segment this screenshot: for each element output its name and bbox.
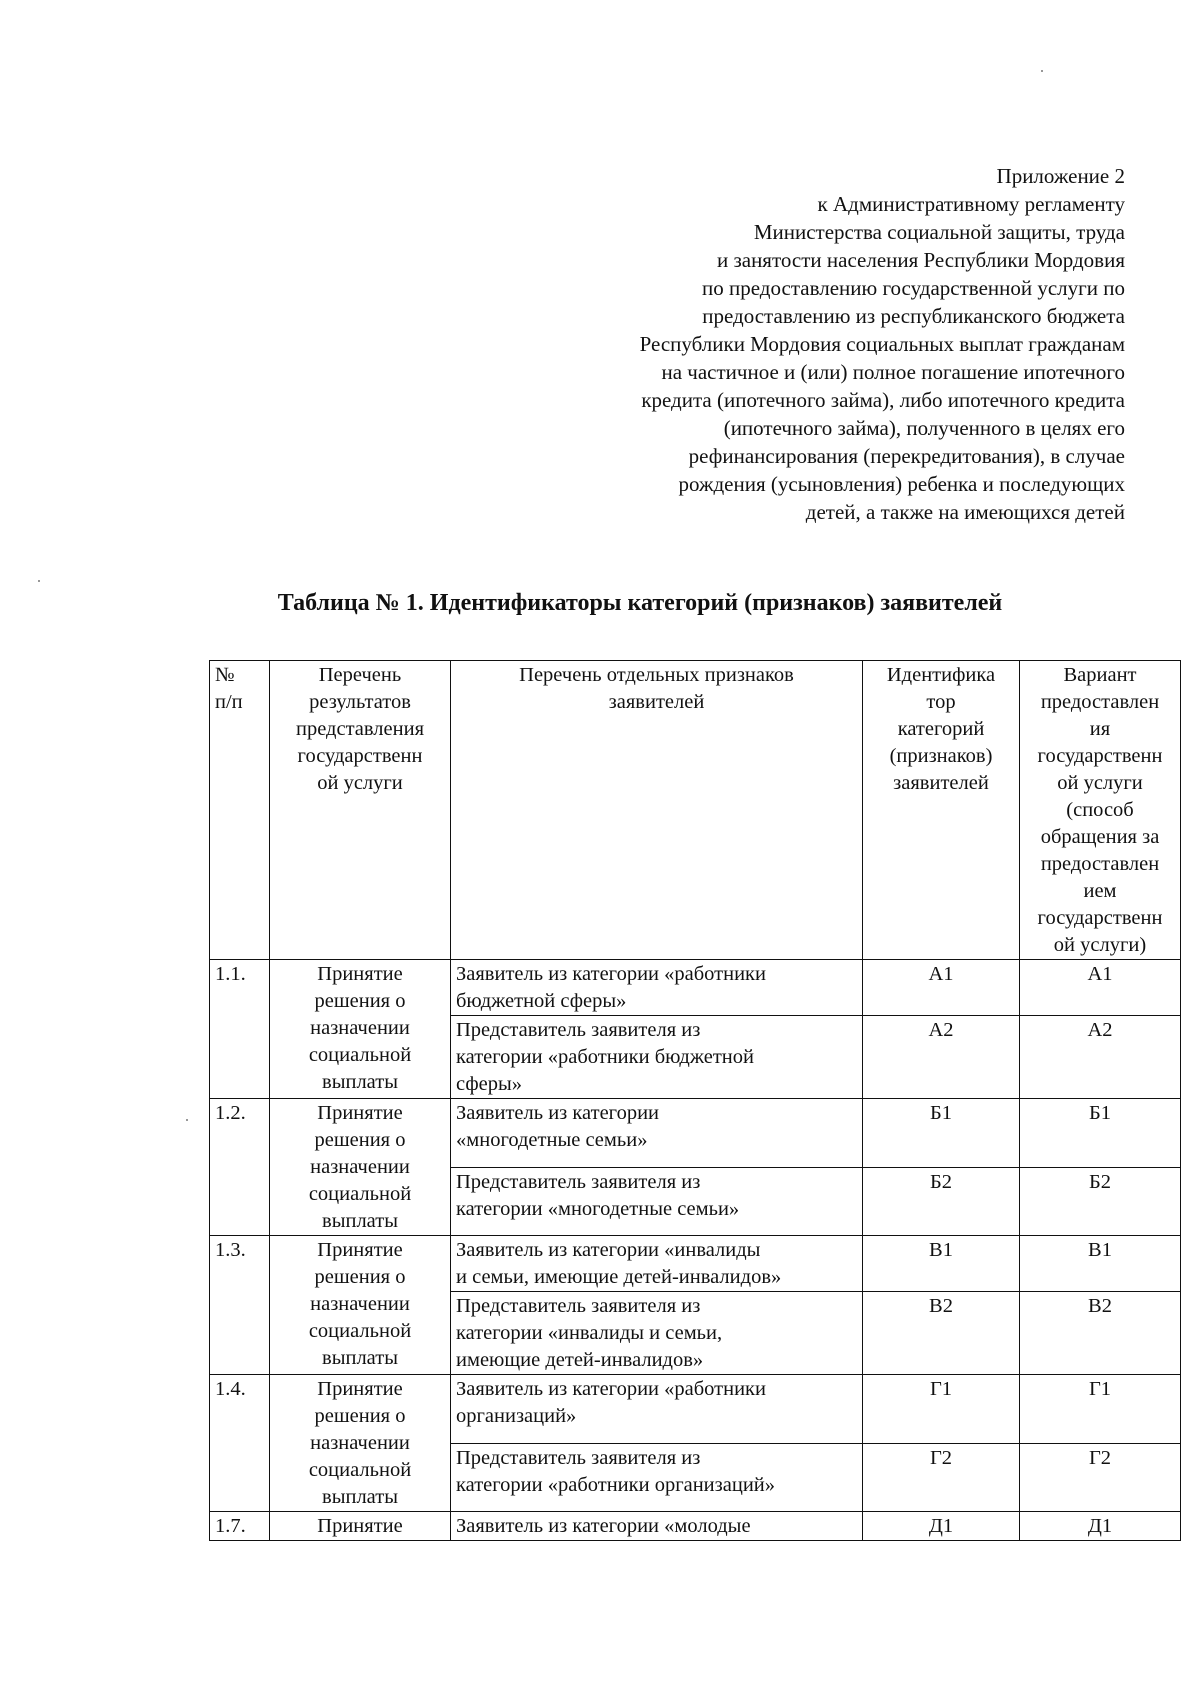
scan-speck <box>1041 70 1043 72</box>
row-criteria <box>451 960 863 1016</box>
appendix-line: Приложение 2 <box>996 164 1125 188</box>
row-identifier: Б1 <box>863 1099 1020 1168</box>
row-criteria-line: Заявитель из категории «работники <box>456 963 766 985</box>
header-identifier-line: заявителей <box>893 772 989 794</box>
row-variant: В1 <box>1020 1236 1181 1292</box>
appendix-header <box>640 162 1125 526</box>
header-num-line: № <box>215 664 235 686</box>
appendix-line: рождения (усыновления) ребенка и последующих <box>678 472 1125 496</box>
row-result-line: выплаты <box>322 1347 398 1369</box>
appendix-line: к Административному регламенту <box>817 192 1125 216</box>
row-variant: В2 <box>1020 1292 1181 1375</box>
row-identifier: Б2 <box>863 1167 1020 1236</box>
header-variant-line: предоставлен <box>1040 691 1160 713</box>
row-criteria-line: категории «многодетные семьи» <box>456 1197 740 1220</box>
table-row <box>210 1099 1181 1168</box>
row-criteria-line: Заявитель из категории «инвалиды <box>456 1239 761 1261</box>
row-criteria <box>451 1099 863 1168</box>
row-criteria-line: категории «работники бюджетной <box>456 1046 754 1068</box>
row-variant: Д1 <box>1020 1512 1181 1541</box>
row-criteria-line: сферы» <box>456 1073 523 1095</box>
appendix-line: по предоставлению государственной услуги по <box>702 276 1125 300</box>
row-variant: А2 <box>1020 1016 1181 1099</box>
appendix-line: (ипотечного займа), полученного в целях его <box>723 416 1125 440</box>
row-result-line: назначении <box>310 1017 410 1039</box>
row-result <box>270 960 451 1099</box>
row-criteria <box>451 1512 863 1541</box>
row-criteria-line: Представитель заявителя из <box>456 1170 701 1193</box>
row-result-line: социальной <box>308 1044 412 1066</box>
row-number: 1.4. <box>210 1375 270 1512</box>
row-variant: Б1 <box>1020 1099 1181 1168</box>
row-result-line: Принятие <box>317 1102 403 1124</box>
appendix-line: Республики Мордовия социальных выплат гражданам <box>639 332 1125 356</box>
appendix-line: на частичное и (или) полное погашение ипотечного <box>661 360 1125 384</box>
row-result-line: назначении <box>310 1432 410 1454</box>
row-result-line: социальной <box>308 1183 412 1205</box>
row-criteria-line: и семьи, имеющие детей-инвалидов» <box>456 1266 782 1288</box>
header-criteria-line: заявителей <box>608 691 705 713</box>
row-result-line: назначении <box>310 1293 410 1315</box>
row-variant: Г1 <box>1020 1375 1181 1444</box>
header-result-line: представления <box>296 718 424 740</box>
header-variant-line: Вариант <box>1063 664 1137 686</box>
row-identifier: В2 <box>863 1292 1020 1375</box>
row-result-line: социальной <box>308 1320 412 1342</box>
appendix-line: кредита (ипотечного займа), либо ипотечного кредита <box>641 388 1125 412</box>
table-row <box>210 960 1181 1016</box>
row-criteria-line: категории «работники организаций» <box>456 1473 776 1496</box>
row-criteria <box>451 1016 863 1099</box>
table-title: Таблица № 1. Идентификаторы категорий (признаков) заявителей <box>277 590 1003 616</box>
header-variant-line: (способ <box>1066 799 1134 821</box>
row-variant: А1 <box>1020 960 1181 1016</box>
row-criteria-line: категории «инвалиды и семьи, <box>456 1322 723 1344</box>
header-variant-line: обращения за <box>1040 826 1160 848</box>
header-identifier <box>863 661 1020 960</box>
header-identifier-line: категорий <box>897 718 985 740</box>
row-criteria <box>451 1167 863 1236</box>
row-result-line: Принятие <box>317 1378 403 1400</box>
row-result-line: решения о <box>314 1129 406 1151</box>
row-number: 1.1. <box>210 960 270 1099</box>
row-identifier: Г2 <box>863 1443 1020 1512</box>
header-identifier-line: Идентифика <box>886 664 996 686</box>
header-num <box>210 661 270 960</box>
header-result-line: Перечень <box>318 664 402 686</box>
table-row <box>210 1236 1181 1292</box>
row-criteria-line: Заявитель из категории <box>456 1102 660 1124</box>
header-variant-line: ой услуги) <box>1053 934 1147 956</box>
row-criteria <box>451 1375 863 1444</box>
header-criteria <box>451 661 863 960</box>
row-identifier: А2 <box>863 1016 1020 1099</box>
row-identifier: А1 <box>863 960 1020 1016</box>
row-identifier: Д1 <box>863 1512 1020 1541</box>
header-result <box>270 661 451 960</box>
row-criteria-line: имеющие детей-инвалидов» <box>456 1349 704 1371</box>
header-variant-line: ием <box>1083 880 1117 902</box>
row-criteria <box>451 1236 863 1292</box>
scan-speck <box>38 580 40 582</box>
row-result-line: решения о <box>314 1266 406 1288</box>
row-result-line: Принятие <box>317 963 403 985</box>
header-criteria-line: Перечень отдельных признаков <box>519 664 794 686</box>
table-row <box>210 1375 1181 1444</box>
table-header-row <box>210 661 1181 960</box>
row-result-line: назначении <box>310 1156 410 1178</box>
header-variant <box>1020 661 1181 960</box>
row-criteria-line: бюджетной сферы» <box>456 990 627 1012</box>
table-row <box>210 1512 1181 1541</box>
row-criteria-line: Заявитель из категории «молодые <box>456 1515 751 1537</box>
row-result-line: Принятие <box>317 1239 403 1261</box>
row-identifier: В1 <box>863 1236 1020 1292</box>
appendix-line: Министерства социальной защиты, труда <box>753 220 1125 244</box>
header-variant-line: ия <box>1089 718 1111 740</box>
row-criteria-line: Заявитель из категории «работники <box>456 1378 766 1400</box>
row-result-line: Принятие <box>317 1515 403 1537</box>
appendix-line: рефинансирования (перекредитования), в случае <box>688 444 1125 468</box>
header-variant-line: государственн <box>1037 907 1163 929</box>
scan-speck <box>186 1119 188 1121</box>
applicant-categories-table <box>209 660 1181 1541</box>
row-result <box>270 1512 451 1541</box>
row-result-line: выплаты <box>322 1071 398 1093</box>
header-identifier-line: тор <box>926 691 956 713</box>
header-variant-line: государственн <box>1037 745 1163 767</box>
row-result-line: социальной <box>308 1459 412 1481</box>
row-result-line: решения о <box>314 1405 406 1427</box>
row-criteria-line: организаций» <box>456 1405 577 1427</box>
appendix-line: и занятости населения Республики Мордовия <box>716 248 1125 272</box>
row-criteria-line: Представитель заявителя из <box>456 1295 701 1317</box>
header-num-line: п/п <box>215 691 243 713</box>
row-identifier: Г1 <box>863 1375 1020 1444</box>
row-number: 1.2. <box>210 1099 270 1236</box>
header-variant-line: ой услуги <box>1057 772 1143 794</box>
row-criteria <box>451 1292 863 1375</box>
header-result-line: ой услуги <box>317 772 403 794</box>
row-result <box>270 1375 451 1512</box>
row-result <box>270 1236 451 1375</box>
row-result-line: выплаты <box>322 1210 398 1232</box>
row-variant: Г2 <box>1020 1443 1181 1512</box>
row-criteria-line: Представитель заявителя из <box>456 1446 701 1469</box>
row-criteria-line: Представитель заявителя из <box>456 1019 701 1041</box>
row-variant: Б2 <box>1020 1167 1181 1236</box>
row-result <box>270 1099 451 1236</box>
appendix-line: предоставлению из республиканского бюджета <box>702 304 1125 328</box>
header-result-line: государственн <box>297 745 423 767</box>
header-variant-line: предоставлен <box>1040 853 1160 875</box>
appendix-line: детей, а также на имеющихся детей <box>805 500 1125 524</box>
header-result-line: результатов <box>309 691 411 713</box>
header-identifier-line: (признаков) <box>889 745 993 767</box>
row-number: 1.7. <box>210 1512 270 1541</box>
row-result-line: решения о <box>314 990 406 1012</box>
row-number: 1.3. <box>210 1236 270 1375</box>
row-criteria-line: «многодетные семьи» <box>456 1129 648 1151</box>
row-result-line: выплаты <box>322 1486 398 1508</box>
row-criteria <box>451 1443 863 1512</box>
